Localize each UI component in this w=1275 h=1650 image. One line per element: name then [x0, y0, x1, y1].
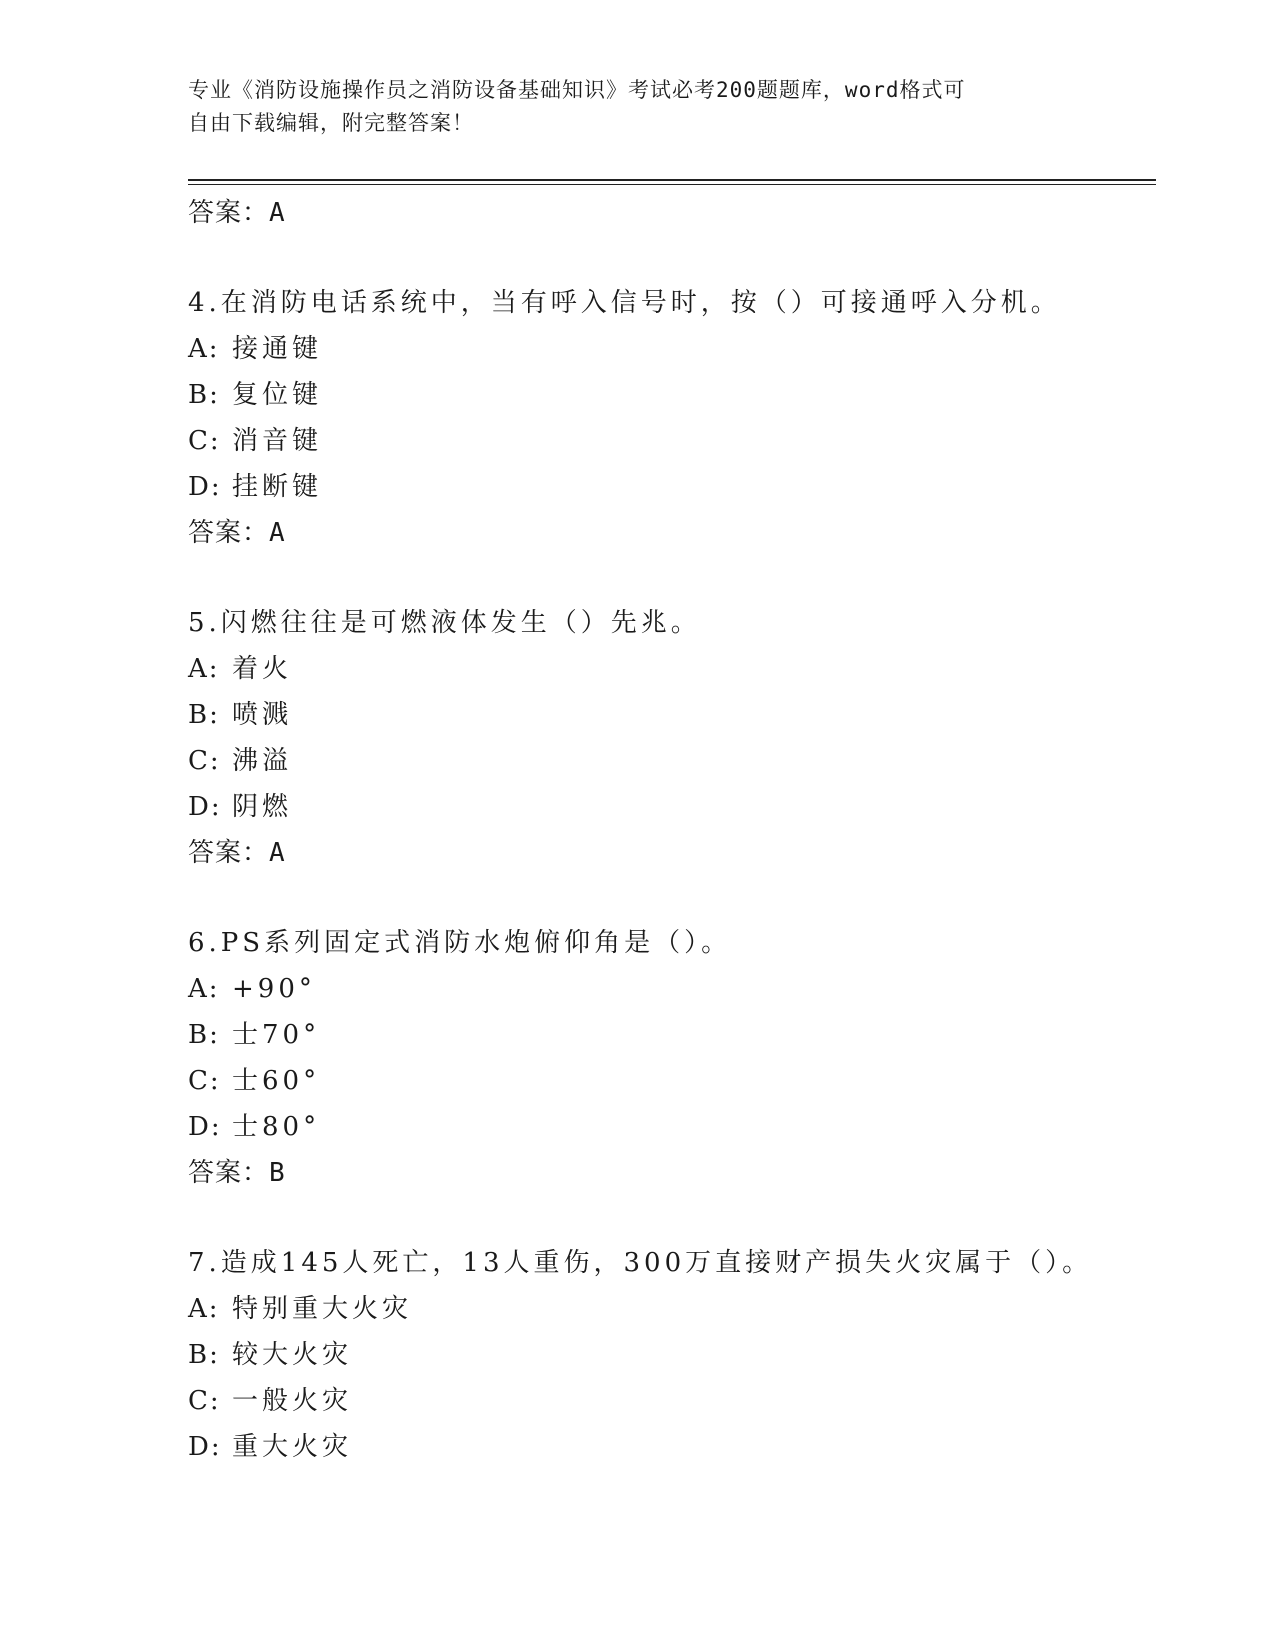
option-text: 消音键	[232, 426, 323, 456]
option-text: 士80°	[232, 1112, 321, 1142]
option-letter: D:	[188, 472, 222, 502]
option-b	[188, 692, 1148, 738]
option-c	[188, 418, 1148, 464]
option-letter: B:	[188, 700, 220, 730]
option-letter: D:	[188, 1112, 222, 1142]
option-letter: B:	[188, 380, 220, 410]
option-a	[188, 966, 1148, 1012]
option-d	[188, 784, 1148, 830]
option-text: 一般火灾	[232, 1386, 353, 1416]
option-d	[188, 464, 1148, 510]
option-d	[188, 1424, 1148, 1470]
answer-line: 答案：A	[188, 518, 286, 548]
option-d	[188, 1104, 1148, 1150]
option-b	[188, 1332, 1148, 1378]
question-stem: 7.造成145人死亡，13人重伤，300万直接财产损失火灾属于（）。	[188, 1248, 1093, 1278]
option-letter: C:	[188, 1066, 221, 1096]
answer-line: 答案：B	[188, 1158, 286, 1188]
option-text: 挂断键	[232, 472, 323, 502]
question-stem: 5.闪燃往往是可燃液体发生（）先兆。	[188, 608, 701, 638]
option-text: 特别重大火灾	[232, 1294, 413, 1324]
header-line-2: 自由下载编辑，附完整答案！	[188, 111, 474, 135]
document-header	[188, 74, 1068, 140]
option-text: 着火	[232, 654, 293, 684]
option-text: 复位键	[232, 380, 323, 410]
option-text: 重大火灾	[232, 1432, 353, 1462]
answer-line: 答案：A	[188, 838, 286, 868]
option-a	[188, 646, 1148, 692]
question-stem: 6.PS系列固定式消防水炮俯仰角是（）。	[188, 928, 732, 958]
option-letter: D:	[188, 1432, 222, 1462]
option-letter: A:	[188, 654, 220, 684]
option-b	[188, 372, 1148, 418]
option-b	[188, 1012, 1148, 1058]
option-letter: A:	[188, 1294, 220, 1324]
option-text: 喷溅	[232, 700, 293, 730]
header-divider	[188, 179, 1156, 185]
option-text: 接通键	[232, 334, 323, 364]
option-letter: C:	[188, 426, 221, 456]
option-letter: A:	[188, 334, 220, 364]
option-text: 沸溢	[232, 746, 293, 776]
header-line-1: 专业《消防设施操作员之消防设备基础知识》考试必考200题题库，word格式可	[188, 78, 966, 102]
option-c	[188, 1058, 1148, 1104]
option-a	[188, 1286, 1148, 1332]
question-item	[188, 600, 1148, 876]
question-item	[188, 280, 1148, 556]
option-c	[188, 738, 1148, 784]
option-letter: C:	[188, 746, 221, 776]
option-text: +90°	[232, 974, 316, 1004]
option-text: 士60°	[232, 1066, 321, 1096]
option-letter: B:	[188, 1020, 220, 1050]
option-letter: C:	[188, 1386, 221, 1416]
option-text: 较大火灾	[232, 1340, 353, 1370]
option-letter: B:	[188, 1340, 220, 1370]
question-list	[188, 190, 1148, 1470]
option-a	[188, 326, 1148, 372]
option-text: 阴燃	[232, 792, 293, 822]
question-item	[188, 920, 1148, 1196]
question-item	[188, 1240, 1148, 1470]
option-letter: D:	[188, 792, 222, 822]
question-stem: 4.在消防电话系统中，当有呼入信号时，按（）可接通呼入分机。	[188, 288, 1061, 318]
option-c	[188, 1378, 1148, 1424]
answer-line: 答案：A	[188, 198, 286, 228]
option-text: 士70°	[232, 1020, 321, 1050]
option-letter: A:	[188, 974, 220, 1004]
